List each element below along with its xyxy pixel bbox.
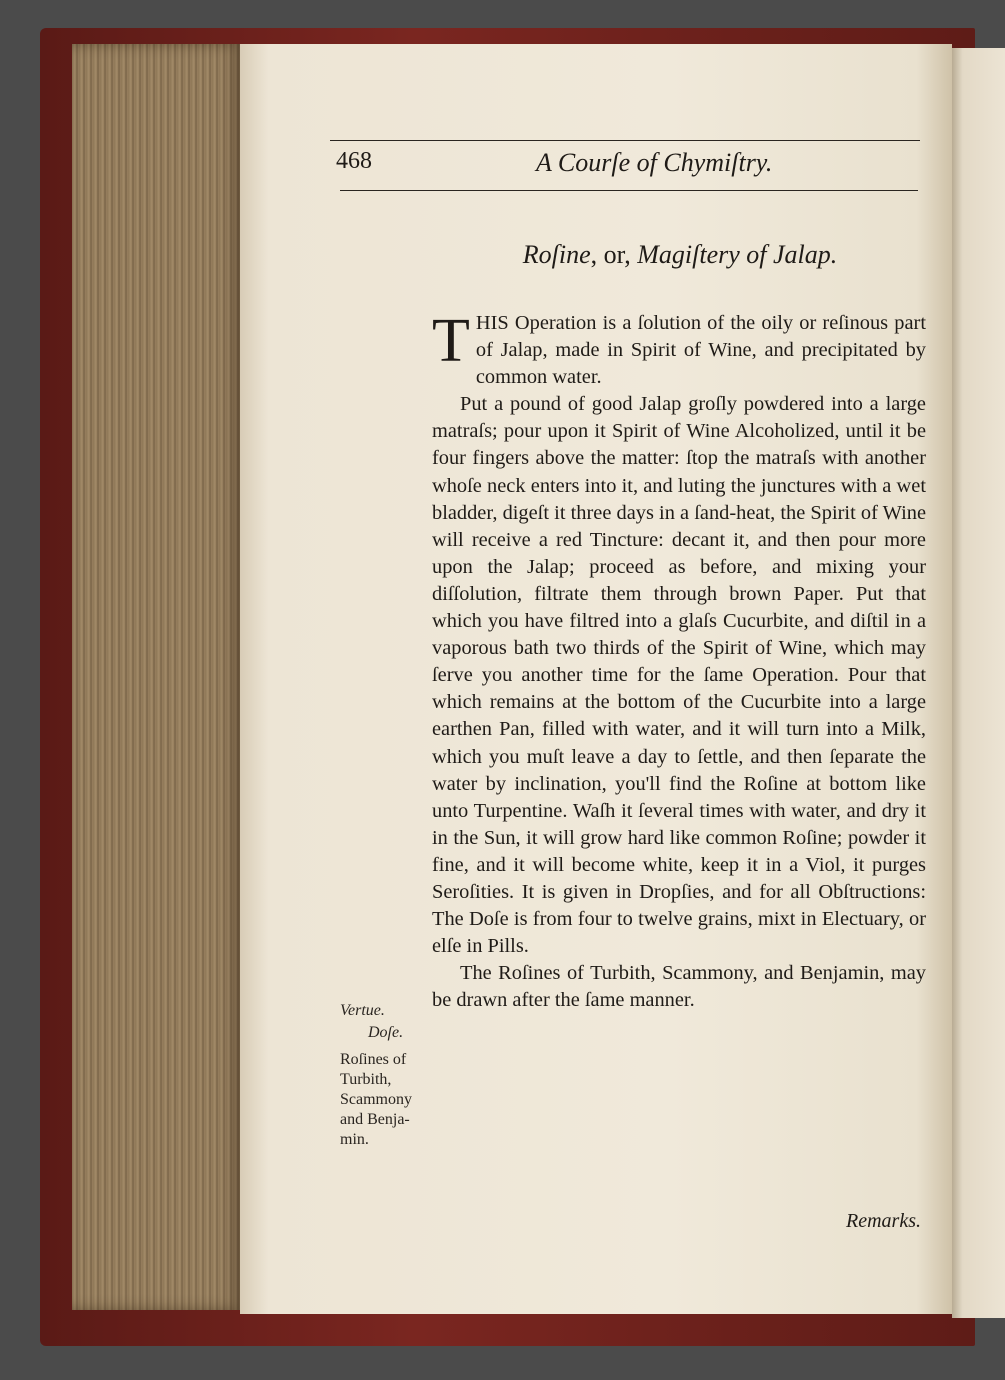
margin-note-rosines-5: min. bbox=[340, 1131, 369, 1148]
header-rule-top bbox=[330, 140, 920, 141]
running-title: A Courſe of Chymiſtry. bbox=[536, 148, 773, 177]
section-title-part1: Roſine bbox=[522, 240, 591, 269]
paragraph-1-text: HIS Operation is a ſolution of the oily or reſinous part of Jalap, made in Spirit of Wine, and precipitated by common water. bbox=[475, 312, 926, 389]
section-title-part2: Magiſtery of Jalap. bbox=[637, 240, 838, 269]
margin-note-rosines-4: and Benja- bbox=[340, 1111, 410, 1128]
catchword: Remarks. bbox=[846, 1210, 921, 1232]
margin-note-vertue: Vertue. bbox=[340, 1002, 385, 1019]
margin-note-dose: Doſe. bbox=[368, 1024, 404, 1041]
header-rule-bottom bbox=[340, 190, 918, 191]
margin-note-rosines-2: Turbith, bbox=[340, 1071, 392, 1088]
drop-cap: T bbox=[432, 307, 470, 375]
margin-note-rosines-1: Roſines of bbox=[340, 1051, 407, 1068]
section-title-separator: , or, bbox=[590, 240, 638, 269]
page-edges bbox=[72, 44, 242, 1310]
paragraph-1 bbox=[432, 307, 926, 391]
body-text bbox=[432, 307, 926, 1014]
section-title bbox=[430, 240, 930, 270]
facing-page-edge bbox=[952, 48, 1005, 1318]
margin-note-rosines-3: Scammony bbox=[340, 1091, 412, 1108]
running-head bbox=[330, 146, 920, 186]
page-number: 468 bbox=[336, 148, 372, 174]
paragraph-3: The Roſines of Turbith, Scammony, and Benjamin, may be drawn after the ſame manner. bbox=[432, 962, 926, 1012]
paragraph-2: Put a pound of good Jalap groſly powdered into a large matraſs; pour upon it Spirit of Wine Alcoholized, until it be four fingers above the matter: ſtop the matraſs with another whoſe neck enters into it, and luting the junctures with a wet bladder, digeſt it three days in a ſand-heat, the Spirit of Wine will receive a red Tincture: decant it, and then pour more upon the Jalap; proceed as before, and mixing your diſſolution, filtrate them through brown Paper. Put that which you have filtred into a glaſs Cucurbite, and diſtil in a vaporous bath two thirds of the Spirit of Wine, which may ſerve you another time for the ſame Operation. Pour that which remains at the bottom of the Cucurbite into a large earthen Pan, filled with water, and it will turn into a Milk, which you muſt leave a day to ſettle, and then ſeparate the water by inclination, you'll find the Roſine at bottom like unto Turpentine. Waſh it ſeveral times with water, and dry it in the Sun, it will grow hard like common Roſine; powder it fine, and it will become white, keep it in a Viol, it purges Seroſities. It is given in Dropſies, and for all Obſtructions: The Doſe is from four to twelve grains, mixt in Electuary, or elſe in Pills. bbox=[432, 393, 926, 958]
